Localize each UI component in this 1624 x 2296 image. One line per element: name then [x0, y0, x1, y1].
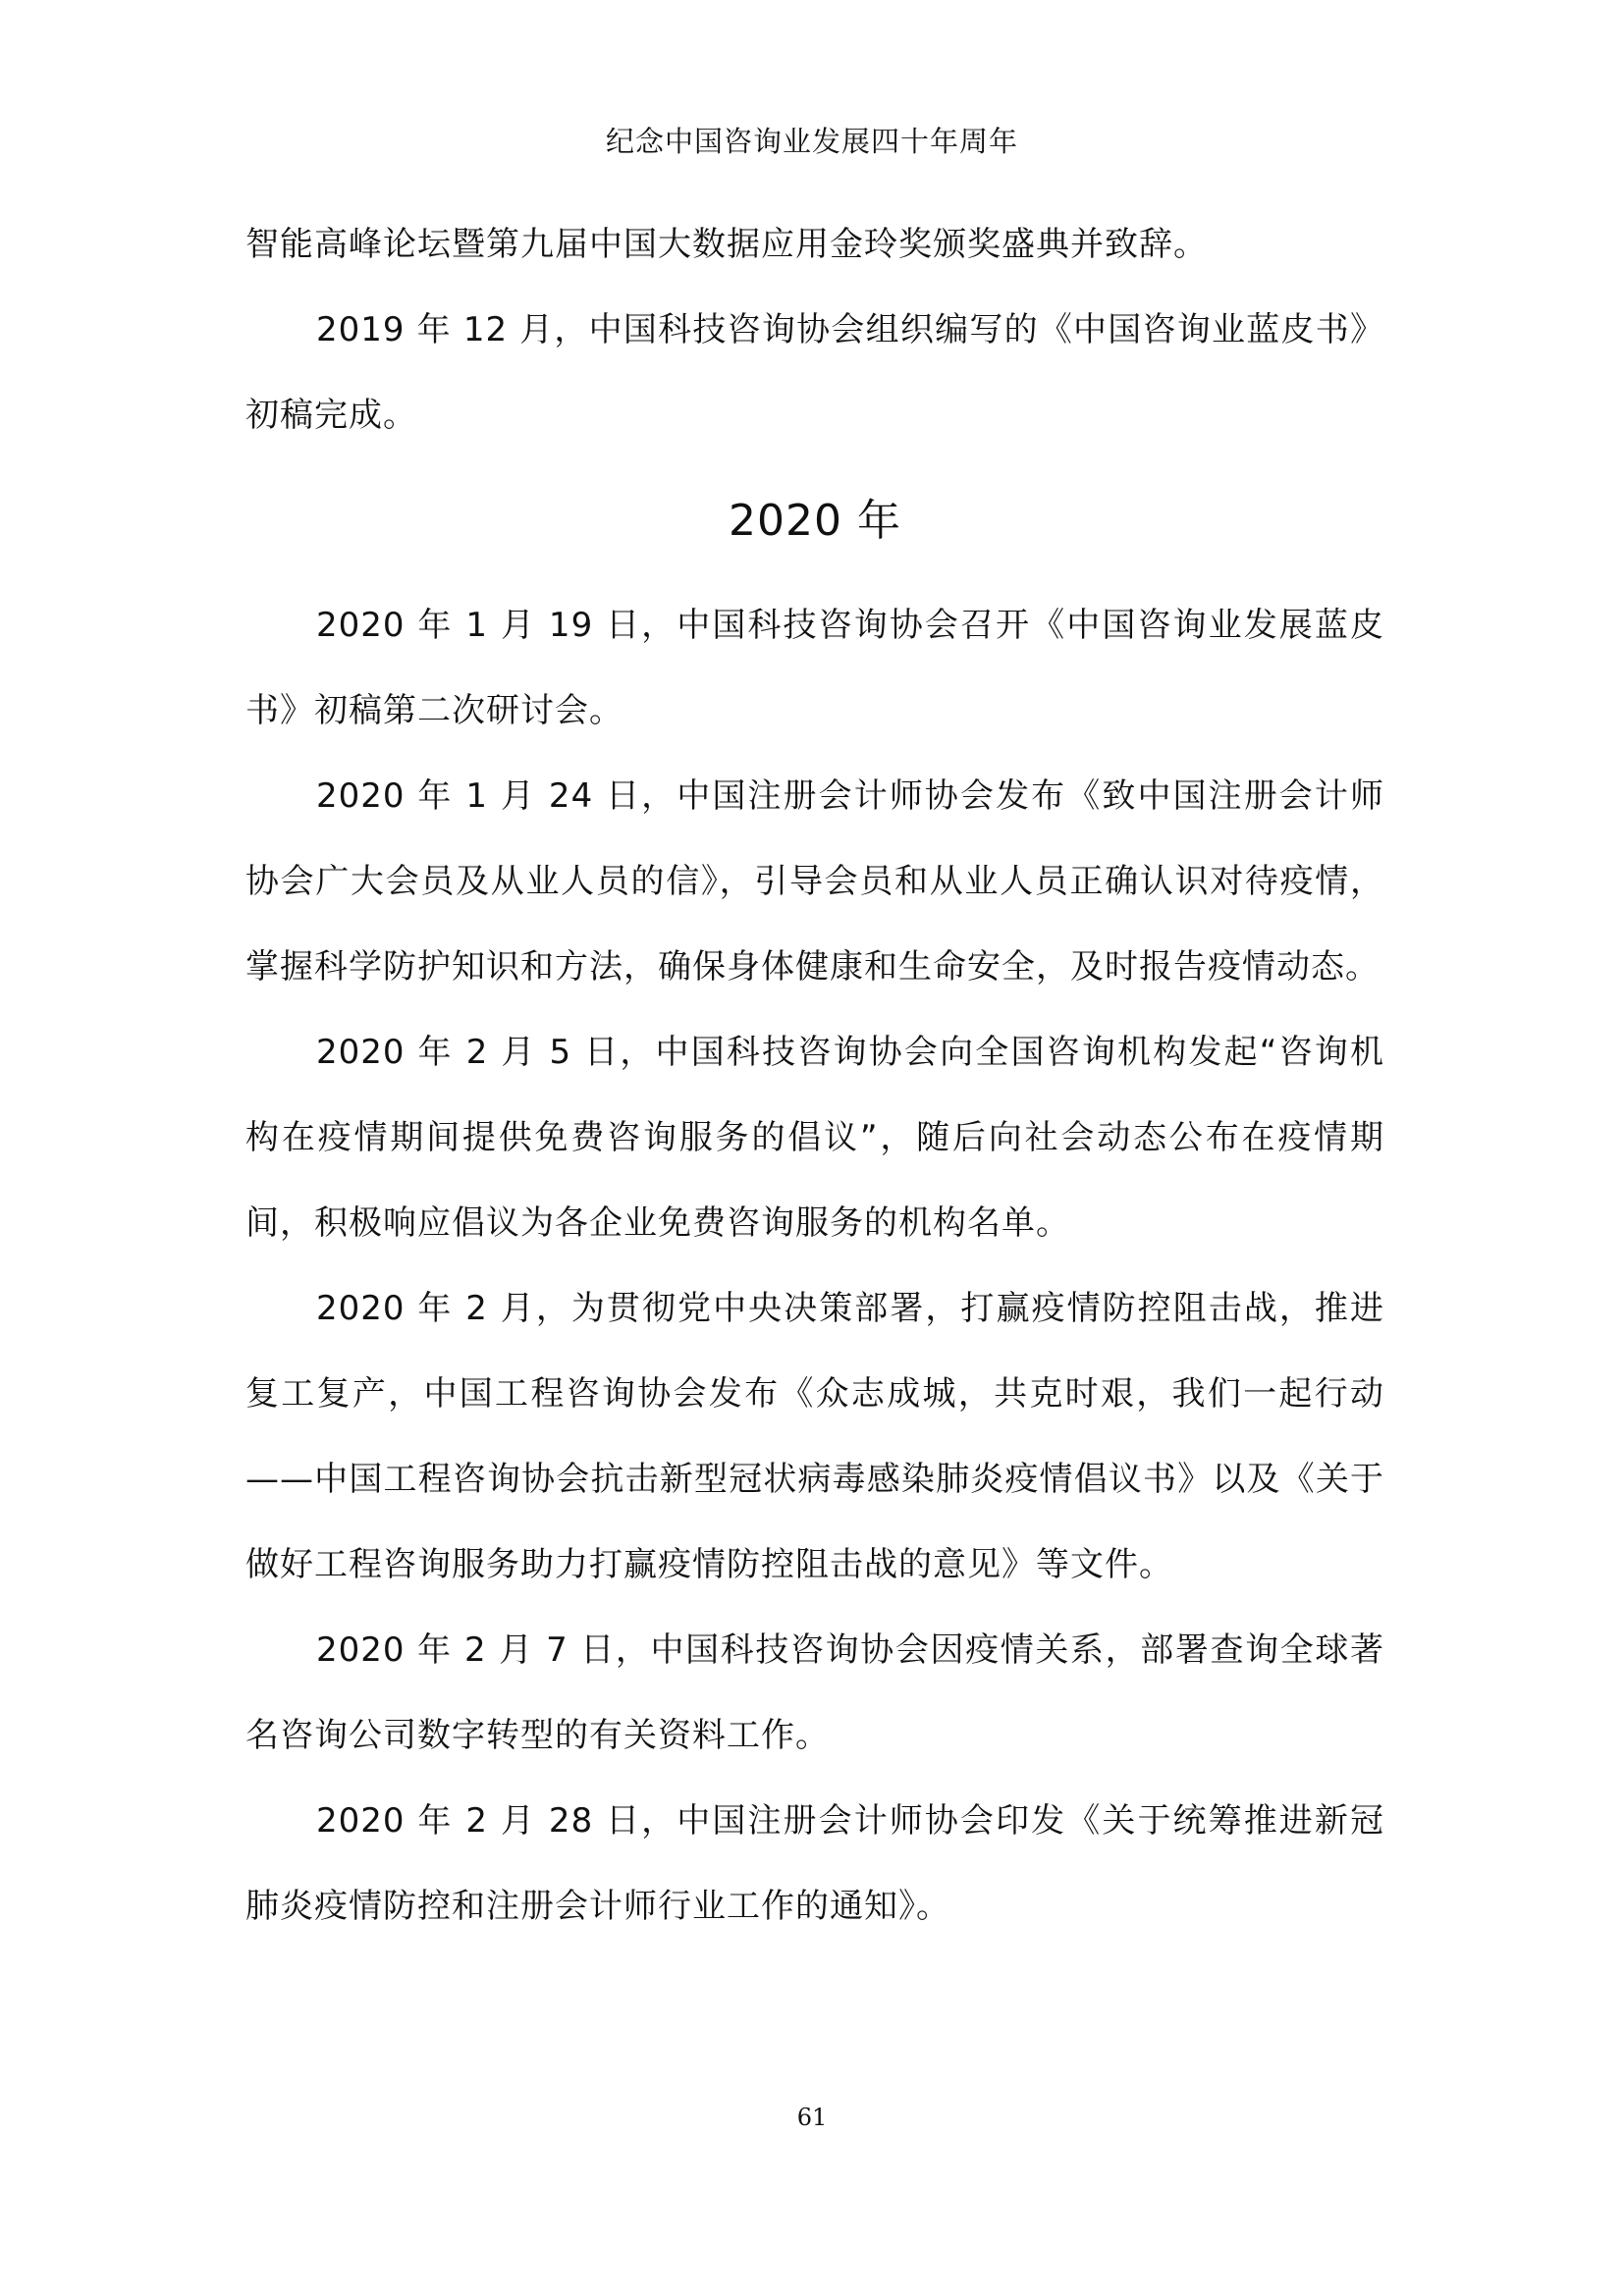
section-heading-2020: 2020 年: [729, 496, 901, 546]
paragraph-2020-jan-19: 2020 年 1 月 19 日，中国科技咨询协会召开《中国咨询业发展蓝皮书》初稿第二次研讨会。: [245, 606, 1384, 730]
paragraph-2020-feb-5: 2020 年 2 月 5 日，中国科技咨询协会向全国咨询机构发起“咨询机构在疫情期间提供免费咨询服务的倡议”，随后向社会动态公布在疫情期间，积极响应倡议为各企业免费咨询服务的机构名单。: [245, 1033, 1384, 1243]
page-number: 61: [796, 2104, 828, 2131]
paragraph-2020-feb: 2020 年 2 月，为贯彻党中央决策部署，打赢疫情防控阻击战，推进复工复产，中国工程咨询协会发布《众志成城，共克时艰，我们一起行动——中国工程咨询协会抗击新型冠状病毒感染肺炎疫情倡议书》以及《关于做好工程咨询服务助力打赢疫情防控阻击战的意见》等文件。: [245, 1289, 1384, 1584]
running-header: 纪念中国咨询业发展四十年周年: [605, 125, 1018, 158]
paragraph-2020-feb-28: 2020 年 2 月 28 日，中国注册会计师协会印发《关于统筹推进新冠肺炎疫情防控和注册会计师行业工作的通知》。: [245, 1801, 1384, 1926]
paragraph-2020-jan-24: 2020 年 1 月 24 日，中国注册会计师协会发布《致中国注册会计师协会广大会员及从业人员的信》，引导会员和从业人员正确认识对待疫情，掌握科学防护知识和方法，确保身体健康和生命安全，及时报告疫情动态。: [245, 776, 1384, 987]
paragraph-continuation: 智能高峰论坛暨第九届中国大数据应用金玲奖颁奖盛典并致辞。: [245, 225, 1208, 264]
paragraph-2020-feb-7: 2020 年 2 月 7 日，中国科技咨询协会因疫情关系，部署查询全球著名咨询公司数字转型的有关资料工作。: [245, 1630, 1384, 1755]
body-text: [245, 202, 1384, 1949]
paragraph-2019-december: 2019 年 12 月，中国科技咨询协会组织编写的《中国咨询业蓝皮书》初稿完成。: [245, 310, 1384, 435]
